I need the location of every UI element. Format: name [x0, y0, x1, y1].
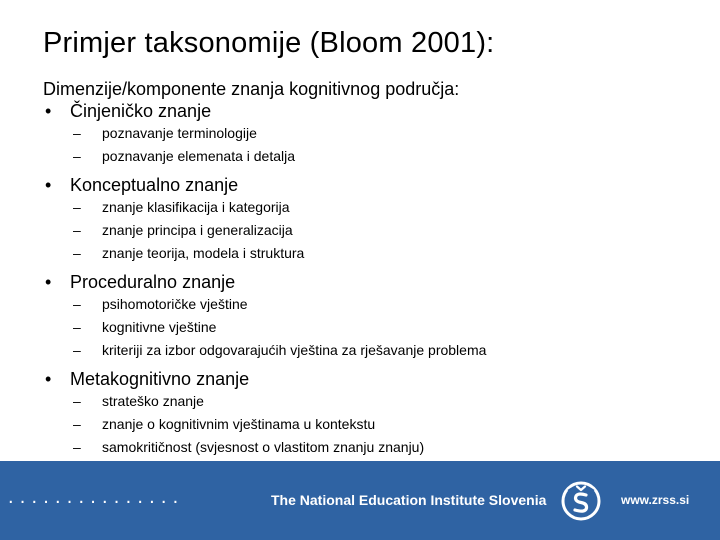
- list-item-label: znanje klasifikacija i kategorija: [102, 199, 290, 215]
- sub-list: [43, 390, 693, 459]
- dash-marker: –: [73, 416, 81, 432]
- list-item: [43, 242, 693, 265]
- dash-marker: –: [73, 393, 81, 409]
- list-item: [43, 413, 693, 436]
- list-item-label: znanje o kognitivnim vještinama u kontekstu: [102, 416, 376, 432]
- list-item-label: kognitivne vještine: [102, 319, 217, 335]
- slide-title: Primjer taksonomije (Bloom 2001):: [43, 27, 495, 59]
- list-item-label: samokritičnost (svjesnost o vlastitom znanju znanju): [102, 439, 425, 455]
- list-item: [43, 293, 693, 316]
- dash-marker: –: [73, 296, 81, 312]
- list-item-label: znanje principa i generalizacija: [102, 222, 293, 238]
- sub-list: [43, 196, 693, 265]
- section-heading: [43, 174, 693, 196]
- list-item-label: strateško znanje: [102, 393, 204, 409]
- bullet-marker: •: [45, 101, 52, 121]
- intro-text: Dimenzije/komponente znanja kognitivnog područja:: [43, 79, 460, 99]
- section-procedural: [43, 271, 693, 362]
- bullet-marker: •: [45, 369, 52, 389]
- list-item: [43, 339, 693, 362]
- list-item: [43, 196, 693, 219]
- list-item: [43, 219, 693, 242]
- sub-list: [43, 293, 693, 362]
- section-heading-label: Metakognitivno znanje: [70, 369, 250, 389]
- list-item-label: znanje teorija, modela i struktura: [102, 245, 305, 261]
- section-heading-label: Konceptualno znanje: [70, 175, 239, 195]
- bullet-marker: •: [45, 272, 52, 292]
- sub-list: [43, 122, 693, 168]
- zrss-logo-icon: [560, 480, 602, 522]
- section-metacognitive: [43, 368, 693, 459]
- list-item: [43, 145, 693, 168]
- footer-url: www.zrss.si: [621, 493, 690, 507]
- dash-marker: –: [73, 319, 81, 335]
- footer-bar: [0, 461, 720, 540]
- list-item: [43, 390, 693, 413]
- list-item-label: poznavanje terminologije: [102, 125, 257, 141]
- section-heading: [43, 368, 693, 390]
- list-item: [43, 436, 693, 459]
- list-item: [43, 122, 693, 145]
- section-heading-label: Činjeničko znanje: [70, 101, 212, 121]
- list-item: [43, 316, 693, 339]
- list-item-label: kriteriji za izbor odgovarajućih vještina za rješavanje problema: [102, 342, 487, 358]
- footer-dots: ...............: [8, 486, 185, 508]
- list-item-label: psihomotoričke vještine: [102, 296, 248, 312]
- dash-marker: –: [73, 199, 81, 215]
- bullet-marker: •: [45, 175, 52, 195]
- dash-marker: –: [73, 342, 81, 358]
- dash-marker: –: [73, 245, 81, 261]
- dash-marker: –: [73, 125, 81, 141]
- dash-marker: –: [73, 222, 81, 238]
- section-heading: [43, 100, 693, 122]
- dash-marker: –: [73, 439, 81, 455]
- section-heading: [43, 271, 693, 293]
- list-item-label: poznavanje elemenata i detalja: [102, 148, 296, 164]
- section-conceptual: [43, 174, 693, 265]
- slide-content: [43, 78, 693, 459]
- footer-institute-name: The National Education Institute Slovenia: [271, 492, 547, 508]
- section-factual: [43, 100, 693, 168]
- dash-marker: –: [73, 148, 81, 164]
- section-heading-label: Proceduralno znanje: [70, 272, 236, 292]
